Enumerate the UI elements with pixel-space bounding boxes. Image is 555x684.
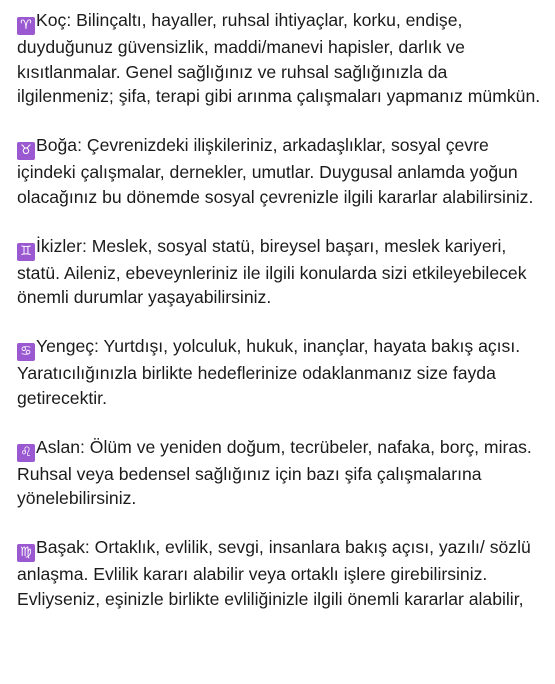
entry-aries: [17, 8, 545, 109]
entry-leo-text: Aslan: Ölüm ve yeniden doğum, tecrübeler, nafaka, borç, miras. Ruhsal veya bedensel sağlığınız için bazı şifa çalışmalarına yönelebilirsiniz.: [17, 436, 532, 508]
cancer-icon: ♋: [17, 343, 35, 361]
aries-icon: ♈: [17, 17, 35, 35]
entry-leo: [17, 435, 545, 511]
entry-cancer-text: Yengeç: Yurtdışı, yolculuk, hukuk, inançlar, hayata bakış açısı. Yaratıcılığınızla birlikte hedeflerinize odaklanmanız size fayda getirecektir.: [17, 336, 521, 408]
leo-icon: ♌: [17, 444, 35, 462]
entry-gemini-text: İkizler: Meslek, sosyal statü, bireysel başarı, meslek kariyeri, statü. Aileniz, ebeveynleriniz ile ilgili konularda sizi etkileyebilecek önemli durumlar yaşayabilirsiniz.: [17, 235, 527, 307]
gemini-icon: ♊: [17, 243, 35, 261]
entry-taurus: [17, 133, 545, 209]
taurus-icon: ♉: [17, 142, 35, 160]
entry-taurus-text: Boğa: Çevrenizdeki ilişkileriniz, arkadaşlıklar, sosyal çevre içindeki çalışmalar, dernekler, umutlar. Duygusal anlamda yoğun olacağınız bu dönemde sosyal çevrenizle ilgili kararlar alabilirsiniz.: [17, 135, 534, 207]
virgo-icon: ♍: [17, 544, 35, 562]
entry-virgo: [17, 535, 545, 611]
entry-cancer: [17, 334, 545, 410]
entry-gemini: [17, 234, 545, 310]
entry-virgo-text: Başak: Ortaklık, evlilik, sevgi, insanlara bakış açısı, yazılı/ sözlü anlaşma. Evlilik kararı alabilir veya ortaklı işlere girebilirsiniz. Evliyseniz, eşinizle birlikte evliliğinizle ilgili önemli kararlar alabilir,: [17, 537, 531, 609]
entry-aries-text: Koç: Bilinçaltı, hayaller, ruhsal ihtiyaçlar, korku, endişe, duyduğunuz güvensizlik, maddi/manevi hapisler, darlık ve kısıtlanmalar. Genel sağlığınız ve ruhsal sağlığınızla da ilgilenmeniz; şifa, terapi gibi arınma çalışmaları yapmanız mümkün.: [17, 10, 541, 106]
